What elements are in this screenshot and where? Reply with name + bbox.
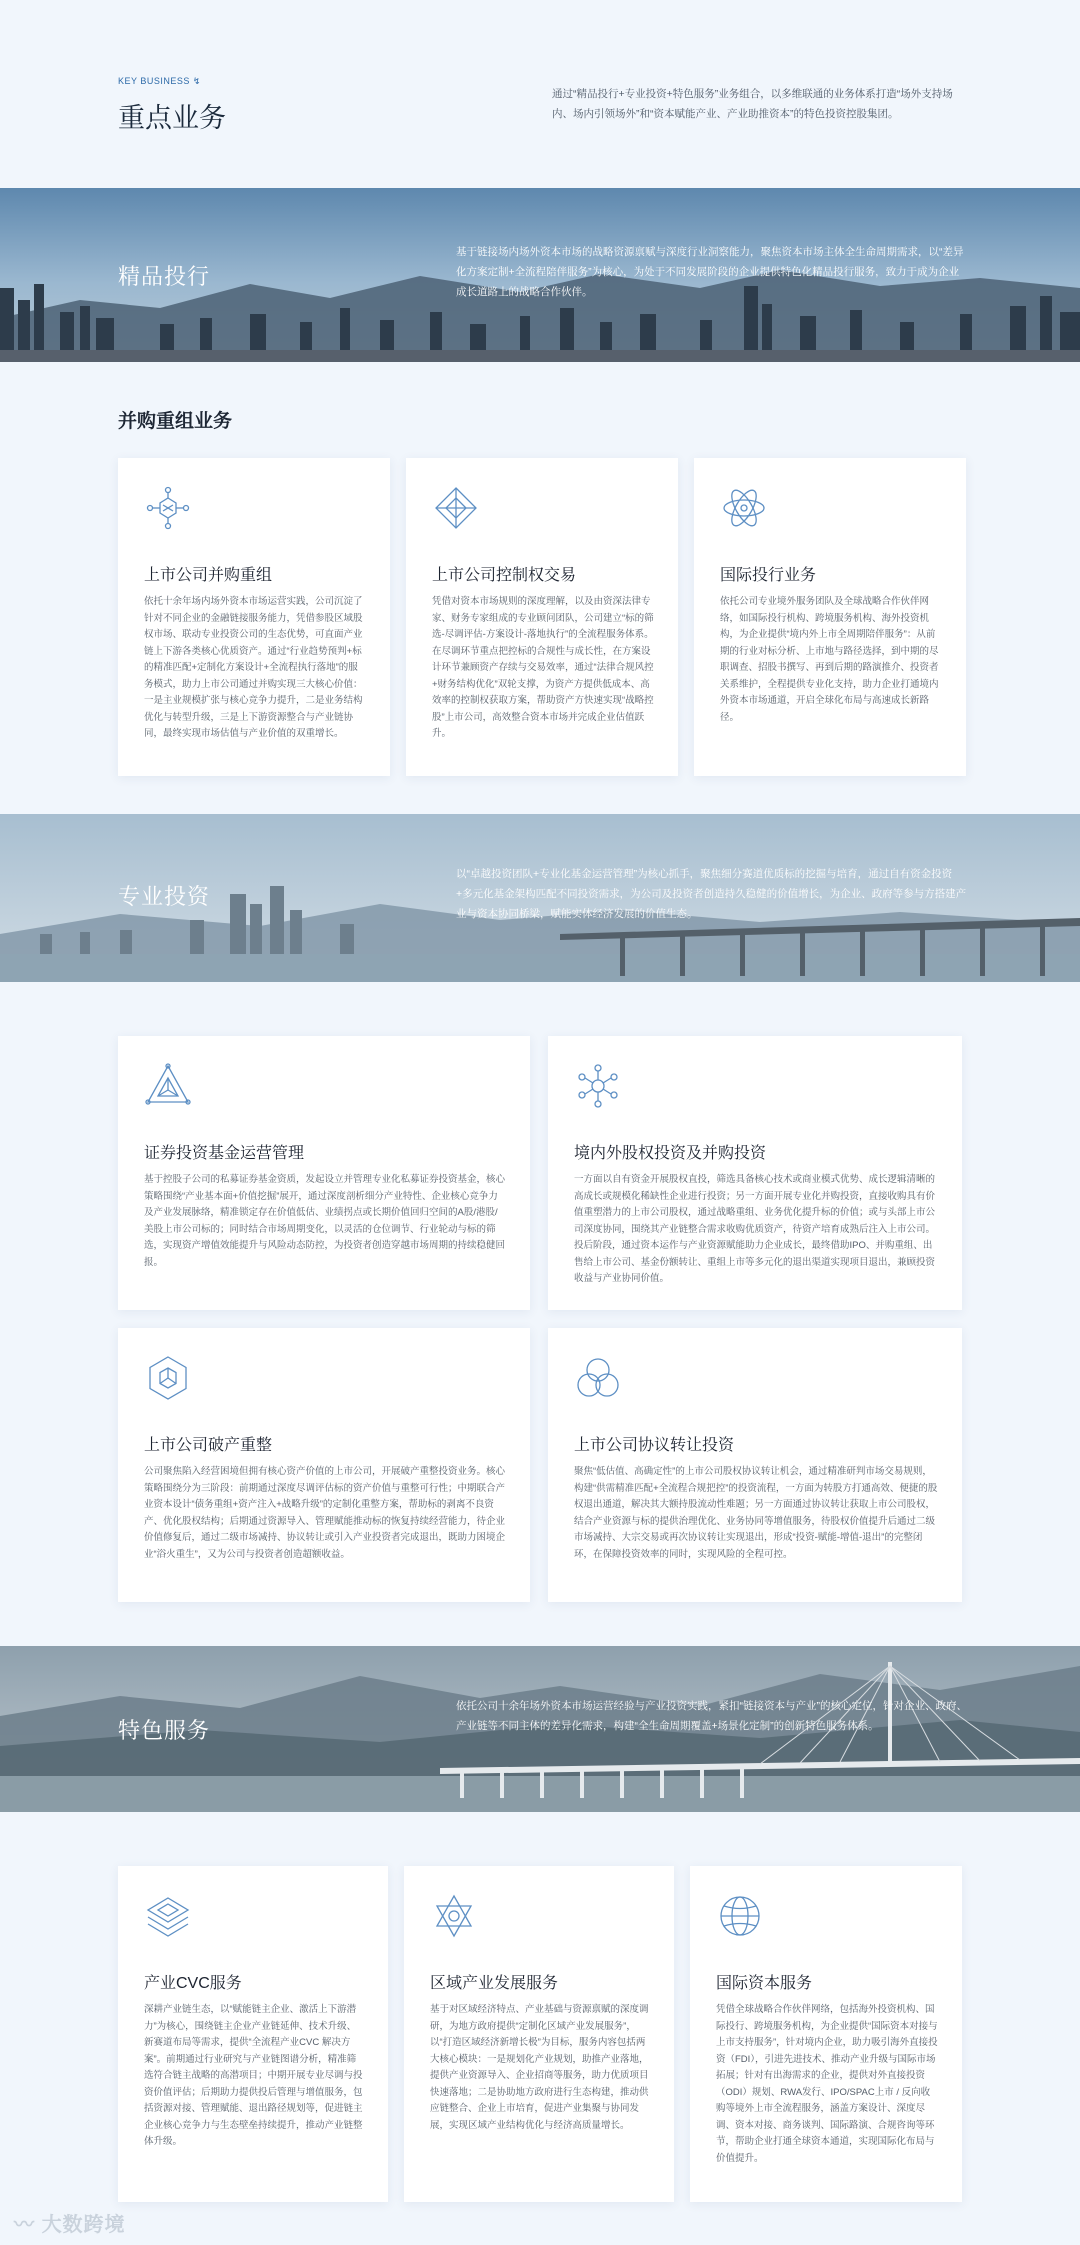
card-description: 深耕产业链生态，以“赋能链主企业、激活上下游潜力”为核心，围绕链主企业产业链延伸、技术升级、新赛道布局等需求，提供“全流程产业CVC 解决方案”。前期通过行业研究与产业链图谱分析，精准筛选符合链主战略的高潜项目；中期开展专业尽调与投资价值评估；后期助力提供投后管理与增值服务，包括资源对接、管理赋能、退出路径规划等，促进链主企业核心竞争力与生态壁垒持续提升，推动产业链整体升级。 bbox=[144, 2004, 363, 2147]
diamond-grid-icon bbox=[432, 484, 480, 532]
banner-description: 基于链接场内场外资本市场的战略资源禀赋与深度行业洞察能力，聚焦资本市场主体全生命周期需求，以“差异化方案定制+全流程陪伴服务”为核心，为处于不同发展阶段的企业提供特色化精品投行服务，致力于成为企业成长道路上的战略合作伙伴。 bbox=[456, 246, 964, 298]
card-control-transfer[interactable] bbox=[406, 458, 678, 776]
card-international-ib[interactable] bbox=[694, 458, 966, 776]
card-description: 依托十余年场内场外资本市场运营实践，公司沉淀了针对不同企业的金融链接服务能力，凭借参股区域股权市场、联动专业投资公司的生态优势，可直面产业链上下游各类核心优质资产。通过“行业趋势预判+标的精准匹配+定制化方案设计+全流程执行落地”的服务模式，助力上市公司通过并购实现三大核心价值：一是主业规模扩张与核心竞争力提升，二是业务结构优化与转型升级，三是上下游资源整合与产业链协同，最终实现市场估值与产业价值的双重增长。 bbox=[144, 596, 363, 739]
kicker-text: KEY BUSINESS bbox=[118, 76, 190, 86]
watermark-text: 大数跨境 bbox=[41, 2214, 126, 2236]
page-title: 重点业务 bbox=[118, 103, 226, 133]
triangle-nodes-icon bbox=[144, 1062, 192, 1110]
card-bankruptcy-restructuring[interactable] bbox=[118, 1328, 530, 1602]
card-ma-restructuring[interactable] bbox=[118, 458, 390, 776]
network-hexagon-icon bbox=[574, 1062, 622, 1110]
banner-description: 依托公司十余年场外资本市场运营经验与产业投资实践，紧扣“链接资本与产业”的核心定位，针对企业、政府、产业链等不同主体的差异化需求，构建“全生命周期覆盖+场景化定制”的创新特色服务体系。 bbox=[456, 1700, 967, 1732]
card-title: 国际资本服务 bbox=[716, 1975, 813, 1992]
banner-description: 以“卓越投资团队+专业化基金运营管理”为核心抓手，聚焦细分赛道优质标的挖掘与培育，通过自有资金投资+多元化基金架构匹配不同投资需求，为公司及投资者创造持久稳健的价值增长，为企业、政府等参与方搭建产业与资本协同桥梁，赋能实体经济发展的价值生态。 bbox=[456, 868, 967, 920]
card-agreement-transfer[interactable] bbox=[548, 1328, 962, 1602]
card-industry-cvc[interactable] bbox=[118, 1866, 388, 2202]
header-section bbox=[0, 0, 1080, 188]
globe-icon bbox=[716, 1892, 764, 1940]
card-title: 区域产业发展服务 bbox=[430, 1975, 559, 1992]
hexagram-icon bbox=[430, 1892, 478, 1940]
card-equity-investment[interactable] bbox=[548, 1036, 962, 1310]
card-description: 凭借全球战略合作伙伴网络，包括海外投资机构、国际投行、跨境服务机构，为企业提供“国际资本对接与上市支持服务”，针对境内企业，助力吸引海外直接投资（FDI），引进先进技术、推动产业升级与国际市场拓展；针对有出海需求的企业，提供对外直接投资（ODI）规划、RWA发行、IPO/SPAC上市 / 反向收购等境外上市全流程服务，涵盖方案设计、深度尽调、资本对接、商务谈判、国际路演、合规咨询等环节，帮助企业打通全球资本通道，实现国际化布局与价值提升。 bbox=[716, 2004, 938, 2164]
card-description: 公司聚焦陷入经营困境但拥有核心资产价值的上市公司，开展破产重整投资业务。核心策略围绕分为三阶段：前期通过深度尽调评估标的资产价值与重整可行性；中期联合产业资本设计“债务重组+资产注入+战略升级”的定制化重整方案，帮助标的剥离不良资产、优化股权结构；后期通过资源导入、管理赋能推动标的恢复持续经营能力，待企业价值修复后，通过二级市场减持、协议转让或引入产业投资者完成退出，既助力困境企业“浴火重生”，又为公司与投资者创造超额收益。 bbox=[144, 1466, 506, 1560]
network-hexagon-icon bbox=[144, 484, 192, 532]
hexagon-core-icon bbox=[144, 1354, 192, 1402]
card-securities-fund[interactable] bbox=[118, 1036, 530, 1310]
header-description: 通过“精品投行+专业投资+特色服务”业务组合，以多维联通的业务体系打造“场外支持场内、场内引领场外”和“资本赋能产业、产业助推资本”的特色投资控股集团。 bbox=[552, 88, 953, 120]
card-description: 基于对区域经济特点、产业基础与资源禀赋的深度调研，为地方政府提供“定制化区域产业发展服务”，以“打造区域经济新增长极”为目标，服务内容包括两大核心模块：一是规划化产业规划，助推产业落地，提供产业资源导入、企业招商等服务，助力优质项目快速落地；二是协助地方政府进行生态构建，推动供应链整合、企业上市培育，促进产业集聚与协同发展，实现区域产业结构优化与经济高质量增长。 bbox=[430, 2004, 649, 2131]
card-description: 凭借对资本市场规则的深度理解，以及由资深法律专家、财务专家组成的专业顾问团队，公司建立“标的筛选-尽调评估-方案设计-落地执行”的全流程服务体系。在尽调环节重点把控标的合规性与成长性，在方案设计环节兼顾资产存续与交易效率，通过“法律合规风控+财务结构优化”双轮支撑，为资产方提供低成本、高效率的控制权获取方案，帮助资产方快速实现“战略控股”上市公司，高效整合资本市场并完成企业估值跃升。 bbox=[432, 596, 654, 739]
section-kicker bbox=[118, 76, 201, 87]
watermark-logo bbox=[14, 2208, 126, 2237]
banner-title: 特色服务 bbox=[118, 1718, 211, 1743]
card-international-capital[interactable] bbox=[690, 1866, 962, 2202]
card-description: 聚焦“低估值、高确定性”的上市公司股权协议转让机会，通过精准研判市场交易规则，构建“供需精准匹配+全流程合规把控”的投资流程，一方面为转股方打通高效、便捷的股权退出通道，解决其大额持股流动性难题；另一方面通过协议转让获取上市公司股权，结合产业资源与标的提供治理优化、业务协同等增值服务，待股权价值提升后通过二级市场减持、大宗交易或再次协议转让实现退出，形成“投资-赋能-增值-退出”的完整闭环，在保障投资效率的同时，实现风险的全程可控。 bbox=[574, 1466, 938, 1560]
card-description: 依托公司专业境外服务团队及全球战略合作伙伴网络，如国际投行机构、跨境服务机构、海外投资机构，为企业提供“境内外上市全周期陪伴服务”：从前期的行业对标分析、上市地与路径选择，到中期的尽职调查、招股书撰写、再到后期的路演推介、投资者关系维护，全程提供专业化支持，助力企业打通境内外资本市场通道，开启全球化布局与高速成长新路径。 bbox=[720, 596, 939, 723]
bird-icon: ↯ bbox=[192, 76, 201, 86]
card-title: 上市公司控制权交易 bbox=[432, 567, 577, 584]
card-title: 国际投行业务 bbox=[720, 567, 817, 584]
banner-professional-investment bbox=[0, 814, 1080, 982]
layers-diamond-icon bbox=[144, 1892, 192, 1940]
card-title: 上市公司协议转让投资 bbox=[574, 1437, 735, 1454]
card-title: 上市公司破产重整 bbox=[144, 1437, 273, 1454]
atom-icon bbox=[720, 484, 768, 532]
three-circles-icon bbox=[574, 1354, 622, 1402]
card-title: 产业CVC服务 bbox=[144, 1975, 242, 1992]
card-description: 基于控股子公司的私募证券基金资质，发起设立并管理专业化私募证券投资基金，核心策略围绕“产业基本面+价值挖掘”展开，通过深度剖析细分产业特性、企业核心竞争力及产业发展脉络，精准锁定存在价值低估、业绩拐点或长期价值回归空间的A股/港股/美股上市公司标的；同时结合市场周期变化，以灵活的仓位调节、行业轮动与标的筛选，实现资产增值效能提升与风险动态防控，为投资者创造穿越市场周期的持续稳健回报。 bbox=[144, 1174, 506, 1268]
card-description: 一方面以自有资金开展股权直投，筛选具备核心技术或商业模式优势、成长逻辑清晰的高成长或规模化稀缺性企业进行投资；另一方面开展专业化并购投资，直接收购具有价值重塑潜力的上市公司股权，通过战略重组、业务优化提升标的价值；或与头部上市公司深度协同，围绕其产业链整合需求收购优质资产，待资产培育成熟后注入上市公司。投后阶段，通过资本运作与产业资源赋能助力企业成长，最终借助IPO、并购重组、出售给上市公司、基金份额转让、重组上市等多元化的退出渠道实现项目退出，兼顾投资收益与产业协同价值。 bbox=[574, 1174, 936, 1284]
card-title: 境内外股权投资及并购投资 bbox=[574, 1145, 767, 1162]
card-title: 上市公司并购重组 bbox=[144, 567, 273, 584]
banner-title: 专业投资 bbox=[118, 884, 211, 909]
card-regional-industry[interactable] bbox=[404, 1866, 674, 2202]
banner-title: 精品投行 bbox=[118, 264, 211, 289]
card-title: 证券投资基金运营管理 bbox=[144, 1145, 305, 1162]
section-title-ma: 并购重组业务 bbox=[118, 411, 233, 432]
banner-investment-banking bbox=[0, 188, 1080, 362]
wave-icon: 〰 bbox=[14, 2214, 42, 2236]
banner-special-services bbox=[0, 1646, 1080, 1812]
